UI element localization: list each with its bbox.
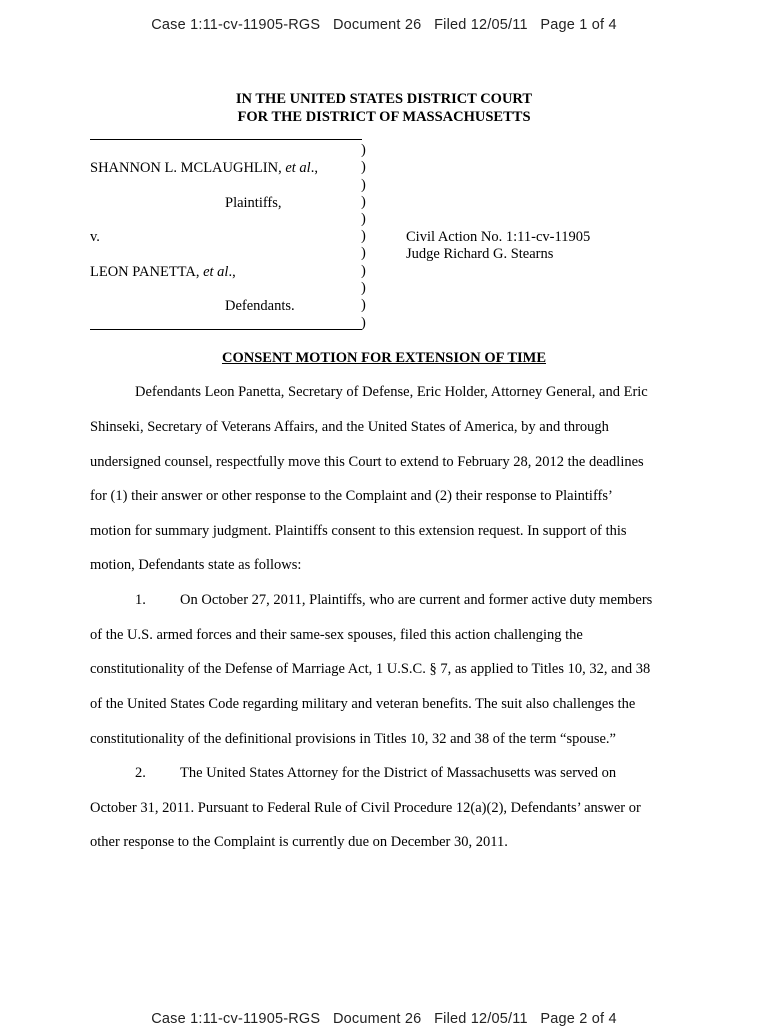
next-page-header: Case 1:11-cv-11905-RGS Document 26 Filed 12/05/11 Page 2 of 4: [151, 1011, 617, 1027]
body-line: constitutionality of the definitional provisions in Titles 10, 32 and 38 of the term “spouse.”: [90, 731, 616, 747]
caption-paren: ): [361, 142, 366, 158]
plaintiff-name: [90, 159, 318, 177]
defendant-name: [90, 263, 236, 281]
body-line: Shinseki, Secretary of Veterans Affairs, and the United States of America, by and through: [90, 419, 609, 435]
body-line: of the U.S. armed forces and their same-sex spouses, filed this action challenging the: [90, 627, 583, 643]
page-header: Case 1:11-cv-11905-RGS Document 26 Filed 12/05/11 Page 1 of 4: [151, 17, 617, 33]
defendants-label: Defendants.: [225, 298, 295, 314]
court-district: FOR THE DISTRICT OF MASSACHUSETTS: [237, 109, 531, 125]
body-line: undersigned counsel, respectfully move this Court to extend to February 28, 2012 the deadlines: [90, 454, 644, 470]
caption-bottom-rule: [90, 329, 362, 330]
body-line: other response to the Complaint is currently due on December 30, 2011.: [90, 834, 508, 850]
plaintiff-name-text: SHANNON L. MCLAUGHLIN,: [90, 160, 286, 176]
judge-name: Judge Richard G. Stearns: [406, 246, 554, 262]
plaintiff-suffix: .,: [310, 160, 318, 176]
motion-title: CONSENT MOTION FOR EXTENSION OF TIME: [221, 350, 547, 366]
body-line: for (1) their answer or other response to the Complaint and (2) their response to Plaintiffs’: [90, 488, 613, 504]
court-name: IN THE UNITED STATES DISTRICT COURT: [235, 91, 533, 107]
body-line: October 31, 2011. Pursuant to Federal Rule of Civil Procedure 12(a)(2), Defendants’ answer or: [90, 800, 641, 816]
body-line: The United States Attorney for the District of Massachusetts was served on: [180, 765, 617, 781]
body-line: On October 27, 2011, Plaintiffs, who are current and former active duty members: [180, 592, 653, 608]
caption-paren: ): [361, 211, 366, 227]
item-number: 2.: [135, 765, 146, 781]
caption-paren: ): [361, 245, 366, 261]
caption-paren: ): [361, 297, 366, 313]
caption-paren: ): [361, 228, 366, 244]
defendant-et-al: et al: [203, 264, 229, 280]
caption-paren: ): [361, 280, 366, 296]
plaintiffs-label: Plaintiffs,: [225, 195, 282, 211]
body-line: of the United States Code regarding military and veteran benefits. The suit also challenges the: [90, 696, 636, 712]
versus-label: v.: [90, 229, 100, 245]
body-line: motion for summary judgment. Plaintiffs consent to this extension request. In support of this: [90, 523, 627, 539]
caption-paren: ): [361, 315, 366, 331]
caption-paren: ): [361, 177, 366, 193]
caption-top-rule: [90, 139, 362, 140]
caption-paren: ): [361, 263, 366, 279]
body-line: constitutionality of the Defense of Marriage Act, 1 U.S.C. § 7, as applied to Titles 10, 32, and 38: [90, 661, 651, 677]
caption-paren: ): [361, 194, 366, 210]
civil-action-number: Civil Action No. 1:11-cv-11905: [406, 229, 591, 245]
plaintiff-et-al: et al: [285, 160, 311, 176]
defendant-suffix: .,: [228, 264, 236, 280]
body-line: Defendants Leon Panetta, Secretary of Defense, Eric Holder, Attorney General, and Eric: [135, 384, 648, 400]
caption-paren: ): [361, 159, 366, 175]
body-line: motion, Defendants state as follows:: [90, 557, 302, 573]
defendant-name-text: LEON PANETTA,: [90, 264, 204, 280]
item-number: 1.: [135, 592, 146, 608]
